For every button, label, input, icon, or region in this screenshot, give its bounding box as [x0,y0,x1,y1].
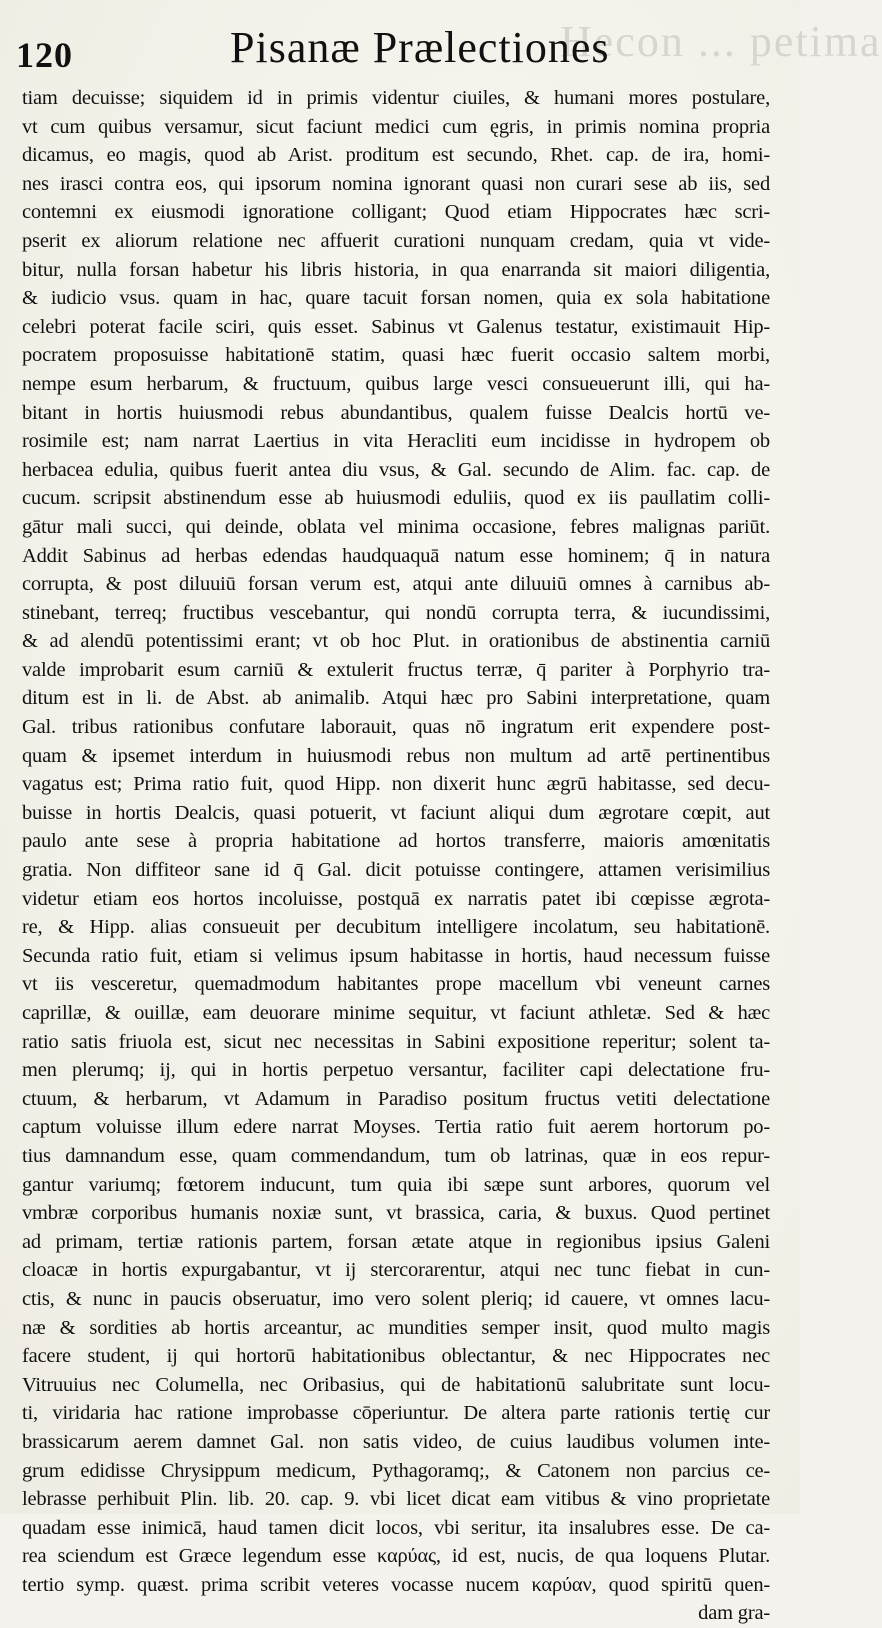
text-line: buisse in hortis Dealcis, quasi potuerit, vt faciunt aliqui dum ægrotare cœpit, aut [22,801,770,824]
text-line: rosimile est; nam narrat Laertius in vita Heracliti eum incidisse in hydropem ob [22,430,770,453]
text-line: vagatus est; Prima ratio fuit, quod Hipp. non dixerit hunc ægrū habitasse, sed decu- [22,773,770,796]
text-line: Secunda ratio fuit, etiam si velimus ipsum habitasse in hortis, haud necessum fuisse [22,944,770,967]
text-line: men plerumq; ij, qui in hortis perpetuo versantur, faciliter capi delectatione fru- [22,1059,770,1082]
text-line: ad primam, tertiæ rationis partem, forsan ætate atque in regionibus ipsius Galeni [22,1230,770,1253]
text-line: gratia. Non diffiteor sane id q̄ Gal. dicit potuisse contingere, attamen verisimilius [22,859,770,882]
text-line: facere student, ij qui hortorū habitationibus oblectantur, & nec Hippocrates nec [22,1345,770,1368]
text-line: quam & ipsemet interdum in huiusmodi rebus non multum ad artē pertinentibus [22,744,770,767]
text-line: ctuum, & herbarum, vt Adamum in Paradiso positum fructus vetiti delectatione [22,1087,770,1110]
text-line: herbacea edulia, quibus fuerit antea diu vsus, & Gal. secundo de Alim. fac. cap. de [22,458,770,481]
bleed-through-text: Hecon ... petima [560,17,882,66]
text-line: videtur etiam eos hortos incoluisse, postquā ex narratis patet ibi cœpisse ægrota- [22,887,770,910]
text-line: lebrasse perhibuit Plin. lib. 20. cap. 9. vbi licet dicat eam vitibus & vino proprietate [22,1488,770,1511]
text-line: celebri poterat facile sciri, quis esset. Sabinus vt Galenus testatur, existimauit Hip- [22,315,770,338]
text-line: ditum est in li. de Abst. ab animalib. Atqui hæc pro Sabini interpretatione, quam [22,687,770,710]
text-line: nempe esum herbarum, & fructuum, quibus large vesci consueuerunt illi, qui ha- [22,372,770,395]
text-line: Addit Sabinus ad herbas edendas haudquaquā natum esse hominem; q̄ in natura [22,544,770,567]
text-line: vmbræ corporibus humanis noxiæ sunt, vt brassica, caria, & buxus. Quod pertinet [22,1202,770,1225]
text-line: pocratem proposuisse habitationē statim, quasi hæc fuerit occasio saltem morbi, [22,344,770,367]
text-line: quadam esse inimicā, haud tamen dicit locos, vbi seritur, ita insalubres esse. De ca- [22,1516,770,1539]
text-line: contemni ex eiusmodi ignoratione colligant; Quod etiam Hippocrates hæc scri- [22,201,770,224]
text-line: gantur variumq; fœtorem inducunt, tum quia ibi sæpe sunt arbores, quorum vel [22,1173,770,1196]
text-line: tius damnandum esse, quam commendandum, tum ob latrinas, quæ in eos repur- [22,1144,770,1167]
text-line: Gal. tribus rationibus confutare laborauit, quas nō ingratum erit expendere post- [22,716,770,739]
text-line: & ad alendū potentissimi erant; vt ob hoc Plut. in orationibus de abstinentia carniū [22,630,770,653]
text-line: gātur mali succi, qui deinde, oblata vel minima occasione, febres malignas pariūt. [22,515,770,538]
text-line: paulo ante sese à propria habitatione ad hortos transferre, maioris amœnitatis [22,830,770,853]
page-header [16,20,780,82]
text-line: dicamus, eo magis, quod ab Arist. proditum est secundo, Rhet. cap. de ira, homi- [22,144,770,167]
text-line: bitant in hortis huiusmodi rebus abundantibus, qualem fuisse Dealcis hortū ve- [22,401,770,424]
text-line: cucum. scripsit abstinendum esse ab huiusmodi eduliis, quod ex iis paullatim colli- [22,487,770,510]
text-line: vt iis vesceretur, quemadmodum habitantes prope macellum vbi veneunt carnes [22,973,770,996]
text-line: tertio symp. quæst. prima scribit veteres vocasse nucem καρύαν, quod spiritū quen- [22,1573,770,1596]
text-line: pserit ex aliorum relatione nec affuerit curationi nunquam credam, quia vt vide- [22,229,770,252]
text-line: vt cum quibus versamur, sicut faciunt medici cum ęgris, in primis nomina propria [22,115,770,138]
text-line: corrupta, & post diluuiū forsan verum est, atqui ante diluuiū omnes à carnibus ab- [22,573,770,596]
text-line: nes irasci contra eos, qui ipsorum nomina ignorant quasi non curari sese ab iis, sed [22,172,770,195]
text-line: tiam decuisse; siquidem id in primis videntur ciuiles, & humani mores postulare, [22,87,770,109]
text-line: captum voluisse illum edere narrat Moyses. Tertia ratio fuit aerem hortorum po- [22,1116,770,1139]
text-line: rea sciendum est Græce legendum esse καρύας, id est, nucis, de qua loquens Plutar. [22,1545,770,1568]
text-line: ti, viridaria hac ratione improbasse cōperiuntur. De altera parte rationis tertię cur [22,1402,770,1425]
text-line: & iudicio vsus. quam in hac, quare tacuit forsan nomen, quia ex sola habitatione [22,287,770,310]
text-line: brassicarum aerem damnet Gal. non satis video, de cuius laudibus volumen inte- [22,1430,770,1453]
text-line: dam gra- [698,1602,770,1625]
text-line: caprillæ, & ouillæ, eam deuorare minime sequitur, vt faciunt athletæ. Sed & hæc [22,1002,770,1024]
text-line: valde improbarit esum carniū & extulerit fructus terræ, q̄ pariter à Porphyrio tra- [22,658,770,681]
text-line: næ & sordities ab hortis arceantur, ac mundities semper insit, quod multo magis [22,1316,770,1339]
text-line: cloacæ in hortis expurgabantur, vt ij stercorarentur, atqui nec tunc fiebat in cun- [22,1259,770,1282]
text-line: grum edidisse Chrysippum medicum, Pythagoramq;, & Catonem non parcius ce- [22,1459,770,1482]
body-text [22,84,770,1628]
text-line: bitur, nulla forsan habetur his libris historia, in qua enarranda sit maiori diligentia, [22,258,770,281]
running-head: Pisanæ Prælectiones [230,23,610,72]
page-number: 120 [16,35,73,75]
text-line: re, & Hipp. alias consueuit per decubitum intelligere incolatum, seu habitationē. [22,916,770,939]
text-line: ratio satis friuola est, sicut nec necessitas in Sabini expositione reperitur; solent ta- [22,1030,770,1053]
text-line: ctis, & nunc in paucis obseruatur, imo vero solent pleriq; id cauere, vt omnes lacu- [22,1287,770,1310]
text-line: Vitruuius nec Columella, nec Oribasius, qui de habitationū salubritate sunt locu- [22,1373,770,1396]
text-line: stinebant, terreq; fructibus vescebantur, qui nondū corrupta terra, & iucundissimi, [22,601,770,624]
